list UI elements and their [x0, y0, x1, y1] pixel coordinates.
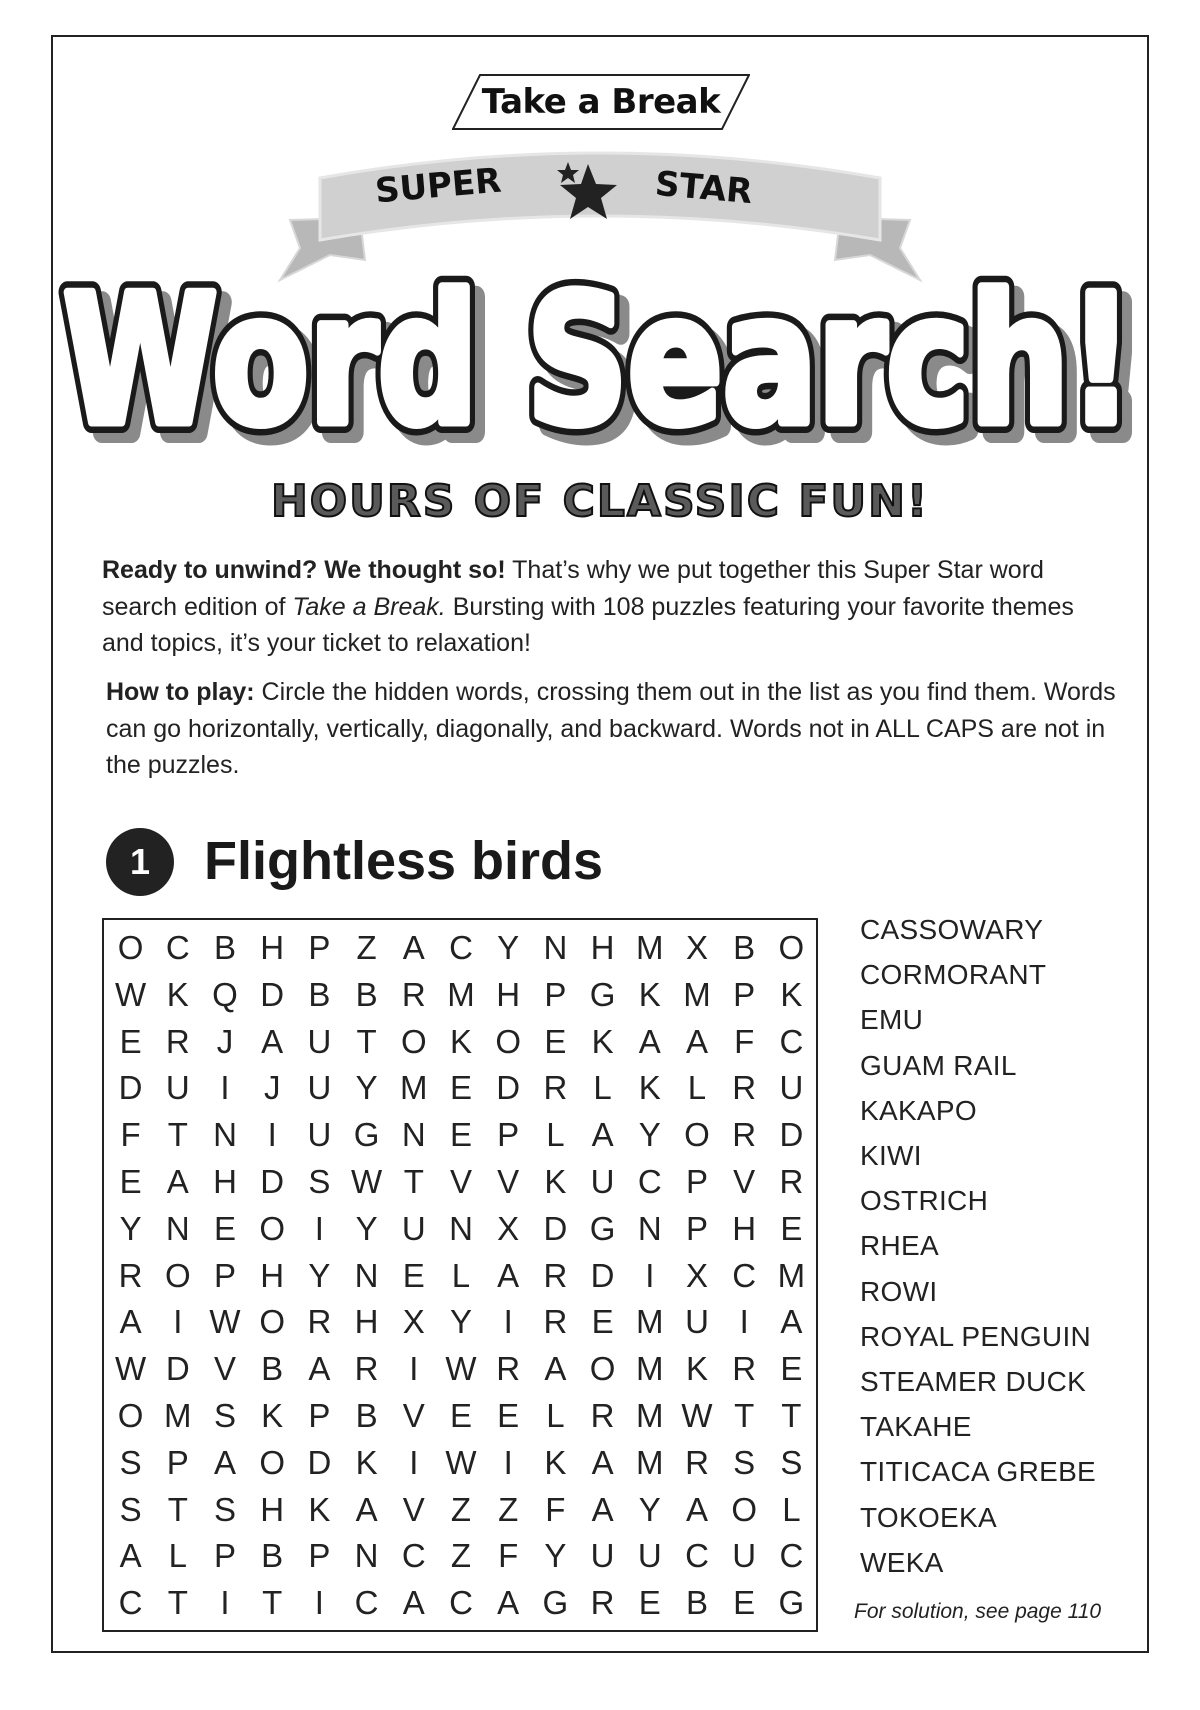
grid-letter: M	[164, 1397, 192, 1434]
grid-letter: E	[449, 1397, 472, 1434]
grid-letter: D	[307, 1443, 332, 1481]
grid-letter: E	[119, 1163, 142, 1200]
grid-letter: A	[497, 1584, 520, 1622]
grid-letter: P	[308, 1537, 331, 1575]
grid-letter: M	[777, 1256, 806, 1294]
grid-letter: C	[732, 1256, 757, 1294]
grid-letter: B	[355, 975, 378, 1013]
grid-letter: W	[445, 1350, 477, 1388]
grid-letter: E	[544, 1022, 567, 1060]
grid-letter: D	[496, 1069, 521, 1107]
howto-text: Circle the hidden words, crossing them out in the list as you find them. Words can go horizontally, vertically, diagonally, and backward. Words not in ALL CAPS are not in the puzzles.	[106, 678, 1116, 779]
grid-letter: A	[402, 929, 425, 966]
grid-letter: R	[496, 1350, 521, 1388]
grid-letter: T	[262, 1584, 283, 1622]
grid-letter: O	[731, 1490, 758, 1528]
grid-letter: J	[263, 1069, 281, 1107]
grid-letter: U	[307, 1022, 332, 1060]
brand-logo	[452, 74, 750, 130]
letter-grid	[102, 918, 818, 1632]
banner-right-text: STAR	[653, 163, 755, 213]
word-list-item: CORMORANT	[860, 959, 1047, 991]
grid-letter: P	[685, 1209, 708, 1247]
grid-letter: A	[213, 1443, 236, 1481]
grid-letter: V	[402, 1490, 425, 1528]
grid-letter: A	[685, 1490, 708, 1528]
grid-letter: K	[449, 1022, 472, 1060]
grid-letter: L	[782, 1490, 801, 1528]
grid-letter: Z	[450, 1490, 472, 1528]
word-list-item: GUAM RAIL	[860, 1049, 1017, 1081]
grid-letter: I	[503, 1443, 513, 1481]
grid-letter: P	[213, 1256, 236, 1294]
grid-letter: U	[165, 1069, 190, 1107]
grid-letter: K	[261, 1397, 284, 1434]
grid-letter: B	[213, 929, 236, 966]
grid-letter: T	[356, 1022, 377, 1060]
grid-letter: N	[449, 1209, 473, 1247]
grid-letter: Y	[355, 1209, 378, 1247]
grid-letter: D	[590, 1256, 615, 1294]
tagline: HOURS OF CLASSIC FUN!	[270, 476, 930, 527]
grid-letter: V	[497, 1163, 520, 1200]
grid-letter: O	[117, 1397, 144, 1434]
grid-letter: W	[209, 1303, 241, 1341]
grid-letter: S	[119, 1490, 142, 1528]
grid-letter: L	[451, 1256, 471, 1294]
grid-letter: C	[449, 929, 473, 966]
grid-letter: D	[260, 1163, 285, 1200]
grid-letter: I	[409, 1350, 419, 1388]
grid-letter: N	[213, 1116, 237, 1154]
grid-letter: I	[220, 1069, 230, 1107]
grid-letter: R	[590, 1397, 615, 1434]
grid-letter: V	[449, 1163, 472, 1200]
grid-letter: N	[354, 1537, 379, 1575]
headline-logo	[40, 250, 1160, 475]
grid-letter: R	[732, 1116, 757, 1154]
grid-letter: L	[168, 1537, 187, 1575]
grid-letter: K	[544, 1443, 567, 1481]
grid-letter: R	[118, 1256, 143, 1294]
grid-letter: K	[685, 1350, 708, 1388]
grid-letter: B	[355, 1397, 378, 1434]
grid-letter: E	[780, 1209, 803, 1247]
grid-letter: K	[308, 1490, 331, 1528]
grid-letter: L	[546, 1116, 565, 1154]
grid-letter: E	[733, 1584, 756, 1622]
grid-letter: S	[780, 1443, 803, 1481]
grid-letter: O	[400, 1022, 427, 1060]
grid-letter: A	[638, 1022, 661, 1060]
grid-letter: X	[685, 929, 708, 966]
grid-letter: I	[409, 1443, 419, 1481]
grid-letter: Y	[638, 1116, 661, 1154]
grid-letter: P	[685, 1163, 708, 1200]
grid-letter: D	[260, 975, 285, 1013]
grid-letter: P	[308, 929, 331, 966]
word-list-item: ROWI	[860, 1275, 938, 1307]
grid-letter: C	[118, 1584, 143, 1622]
grid-letter: T	[781, 1397, 802, 1434]
grid-letter: K	[638, 975, 661, 1013]
grid-letter: M	[636, 1350, 664, 1388]
word-list-item: OSTRICH	[860, 1185, 989, 1217]
grid-letter: G	[589, 975, 616, 1013]
grid-letter: L	[687, 1069, 707, 1107]
grid-letter: Q	[212, 975, 238, 1013]
grid-letter: H	[590, 929, 615, 966]
grid-letter: R	[732, 1069, 757, 1107]
grid-letter: B	[308, 975, 331, 1013]
grid-letter: W	[445, 1443, 477, 1481]
grid-letter: F	[734, 1022, 755, 1060]
grid-letter: C	[779, 1537, 804, 1575]
grid-letter: K	[638, 1069, 661, 1107]
word-list-item: WEKA	[860, 1546, 944, 1578]
grid-letter: R	[543, 1303, 568, 1341]
grid-letter: V	[402, 1397, 425, 1434]
grid-letter: D	[779, 1116, 804, 1154]
grid-letter: K	[355, 1443, 378, 1481]
grid-letter: A	[591, 1116, 614, 1154]
grid-letter: E	[213, 1209, 236, 1247]
grid-letter: U	[590, 1537, 615, 1575]
grid-letter: U	[307, 1116, 332, 1154]
grid-letter: U	[685, 1303, 709, 1341]
brand-name: Take a Break	[481, 82, 721, 122]
grid-letter: U	[779, 1069, 804, 1107]
grid-letter: X	[402, 1303, 425, 1341]
grid-letter: R	[543, 1256, 568, 1294]
grid-letter: B	[261, 1350, 284, 1388]
grid-letter: K	[544, 1163, 567, 1200]
grid-letter: R	[401, 975, 426, 1013]
grid-letter: A	[119, 1303, 142, 1341]
grid-letter: Z	[498, 1490, 519, 1528]
grid-letter: P	[213, 1537, 236, 1575]
intro-italic: Take a Break.	[292, 592, 446, 621]
grid-letter: O	[117, 929, 144, 966]
grid-letter: H	[496, 975, 521, 1013]
grid-letter: H	[260, 1256, 285, 1294]
word-list-item: TITICACA GREBE	[860, 1456, 1097, 1488]
grid-letter: B	[733, 929, 756, 966]
grid-letter: M	[447, 975, 475, 1013]
grid-letter: E	[449, 1069, 472, 1107]
grid-letter: R	[165, 1022, 190, 1060]
grid-letter: A	[591, 1490, 614, 1528]
word-list-item: STEAMER DUCK	[860, 1366, 1087, 1397]
grid-letter: A	[261, 1022, 284, 1060]
grid-letter: A	[497, 1256, 520, 1294]
puzzle-number-badge: 1	[106, 828, 174, 896]
grid-letter: M	[636, 1397, 664, 1434]
grid-letter: O	[589, 1350, 616, 1388]
grid-letter: E	[780, 1350, 803, 1388]
grid-letter: R	[779, 1163, 804, 1200]
grid-letter: E	[638, 1584, 661, 1622]
grid-letter: B	[685, 1584, 708, 1622]
grid-letter: H	[260, 929, 285, 966]
grid-letter: D	[118, 1069, 143, 1107]
grid-letter: C	[779, 1022, 804, 1060]
grid-letter: N	[165, 1209, 190, 1247]
grid-letter: A	[119, 1537, 142, 1575]
grid-letter: O	[684, 1116, 710, 1154]
grid-letter: E	[497, 1397, 520, 1434]
grid-letter: I	[267, 1116, 277, 1154]
grid-letter: A	[166, 1163, 189, 1200]
solution-note: For solution, see page 110	[854, 1600, 1102, 1623]
grid-letter: C	[685, 1537, 709, 1575]
grid-letter: W	[115, 1350, 147, 1388]
grid-letter: P	[497, 1116, 520, 1154]
grid-letter: A	[780, 1303, 803, 1341]
grid-letter: T	[403, 1163, 424, 1200]
grid-letter: C	[165, 929, 190, 966]
grid-letter: A	[355, 1490, 378, 1528]
grid-letter: H	[732, 1209, 757, 1247]
intro-lead: Ready to unwind? We thought so!	[102, 556, 506, 584]
grid-letter: Y	[497, 929, 520, 966]
grid-letter: Y	[308, 1256, 331, 1294]
grid-letter: I	[314, 1209, 324, 1247]
grid-letter: C	[401, 1537, 426, 1575]
word-list-item: RHEA	[860, 1230, 939, 1262]
grid-letter: F	[545, 1490, 566, 1528]
grid-letter: I	[739, 1303, 749, 1341]
grid-letter: R	[590, 1584, 615, 1622]
grid-letter: M	[400, 1069, 428, 1107]
grid-letter: T	[167, 1584, 188, 1622]
grid-letter: L	[593, 1069, 612, 1107]
grid-letter: A	[591, 1443, 614, 1481]
grid-letter: G	[353, 1116, 380, 1154]
grid-letter: W	[115, 975, 147, 1013]
grid-letter: N	[543, 929, 568, 966]
grid-letter: S	[119, 1443, 142, 1481]
grid-letter: Y	[544, 1537, 567, 1575]
grid-letter: Y	[638, 1490, 661, 1528]
grid-letter: Z	[450, 1537, 472, 1575]
grid-letter: Y	[355, 1069, 378, 1107]
grid-letter: U	[732, 1537, 757, 1575]
grid-letter: G	[778, 1584, 805, 1622]
grid-letter: J	[216, 1022, 234, 1060]
grid-letter: A	[308, 1350, 331, 1388]
grid-letter: M	[636, 1443, 664, 1481]
grid-letter: O	[259, 1443, 286, 1481]
grid-letter: R	[307, 1303, 332, 1341]
grid-letter: S	[213, 1490, 236, 1528]
grid-letter: I	[503, 1303, 513, 1341]
grid-letter: Y	[119, 1209, 142, 1247]
grid-letter: O	[259, 1303, 286, 1341]
grid-letter: P	[308, 1397, 331, 1434]
grid-letter: S	[733, 1443, 756, 1481]
grid-letter: O	[778, 929, 805, 966]
grid-letter: W	[681, 1397, 713, 1434]
grid-letter: R	[685, 1443, 709, 1481]
intro-text-1: That’s why we put together this Super Star word search edition of	[102, 556, 1044, 621]
intro-paragraph	[102, 552, 1112, 662]
word-list-item: KIWI	[860, 1140, 922, 1171]
banner-left-text: SUPER	[373, 160, 503, 212]
grid-letter: N	[354, 1256, 379, 1294]
grid-letter: U	[307, 1069, 332, 1107]
grid-letter: Y	[449, 1303, 472, 1341]
grid-letter: R	[543, 1069, 568, 1107]
grid-letter: A	[402, 1584, 425, 1622]
grid-letter: U	[590, 1163, 615, 1200]
grid-letter: P	[733, 975, 756, 1013]
grid-letter: X	[685, 1256, 708, 1294]
grid-letter: F	[498, 1537, 519, 1575]
grid-letter: M	[636, 929, 664, 966]
grid-letter: W	[351, 1163, 383, 1200]
grid-letter: O	[495, 1022, 522, 1060]
grid-letter: N	[637, 1209, 662, 1247]
word-list-item: EMU	[860, 1004, 924, 1036]
grid-letter: T	[167, 1490, 188, 1528]
intro-text-2: Bursting with 108 puzzles featuring your favorite themes and topics, it’s your ticket to relaxation!	[102, 592, 1074, 657]
grid-letter: R	[732, 1350, 757, 1388]
svg-text:Word Search!: Word Search!	[73, 267, 1143, 474]
grid-letter: V	[213, 1350, 236, 1388]
grid-letter: M	[636, 1303, 664, 1341]
word-list-item: ROYAL PENGUIN	[860, 1320, 1092, 1352]
grid-letter: G	[542, 1584, 569, 1622]
grid-letter: V	[733, 1163, 756, 1200]
grid-letter: U	[637, 1537, 662, 1575]
grid-letter: I	[645, 1256, 655, 1294]
grid-letter: E	[119, 1022, 142, 1060]
grid-letter: O	[259, 1209, 286, 1247]
grid-letter: U	[401, 1209, 426, 1247]
grid-letter: O	[164, 1256, 191, 1294]
grid-letter: S	[308, 1163, 331, 1200]
how-to-play	[106, 674, 1136, 784]
svg-text:Word Search!: Word Search!	[63, 257, 1133, 464]
grid-letter: Z	[356, 929, 377, 966]
grid-letter: C	[449, 1584, 473, 1622]
grid-letter: R	[354, 1350, 379, 1388]
grid-letter: D	[543, 1209, 568, 1247]
grid-letter: M	[683, 975, 711, 1013]
grid-letter: C	[637, 1163, 662, 1200]
grid-letter: N	[401, 1116, 426, 1154]
grid-letter: A	[685, 1022, 708, 1060]
grid-letter: F	[120, 1116, 141, 1154]
grid-letter: H	[354, 1303, 379, 1341]
word-list-item: TOKOEKA	[860, 1501, 997, 1533]
grid-letter: E	[591, 1303, 614, 1341]
grid-letter: L	[546, 1397, 565, 1434]
word-list-item: TAKAHE	[860, 1411, 972, 1443]
grid-letter: G	[589, 1209, 616, 1247]
grid-letter: K	[166, 975, 189, 1013]
word-list-item: CASSOWARY	[860, 914, 1044, 945]
grid-letter: I	[220, 1584, 230, 1622]
grid-letter: E	[449, 1116, 472, 1154]
grid-letter: S	[213, 1397, 236, 1434]
grid-letter: I	[314, 1584, 324, 1622]
headline-text: Word Search!	[63, 257, 1133, 464]
grid-letter: T	[167, 1116, 188, 1154]
grid-letter: H	[260, 1490, 285, 1528]
grid-letter: C	[354, 1584, 379, 1622]
grid-letter: D	[165, 1350, 190, 1388]
howto-lead: How to play:	[106, 678, 255, 706]
grid-letter: P	[166, 1443, 189, 1481]
grid-letter: K	[780, 975, 803, 1013]
grid-letter: H	[213, 1163, 237, 1200]
grid-letter: T	[734, 1397, 755, 1434]
word-list-item: KAKAPO	[860, 1094, 977, 1126]
puzzle-title: Flightless birds	[204, 831, 604, 891]
grid-letter: X	[497, 1209, 520, 1247]
grid-letter: P	[544, 975, 567, 1013]
grid-letter: K	[591, 1022, 614, 1060]
grid-letter: E	[402, 1256, 425, 1294]
grid-letter: A	[544, 1350, 567, 1388]
grid-letter: B	[261, 1537, 284, 1575]
grid-letter: I	[173, 1303, 183, 1341]
